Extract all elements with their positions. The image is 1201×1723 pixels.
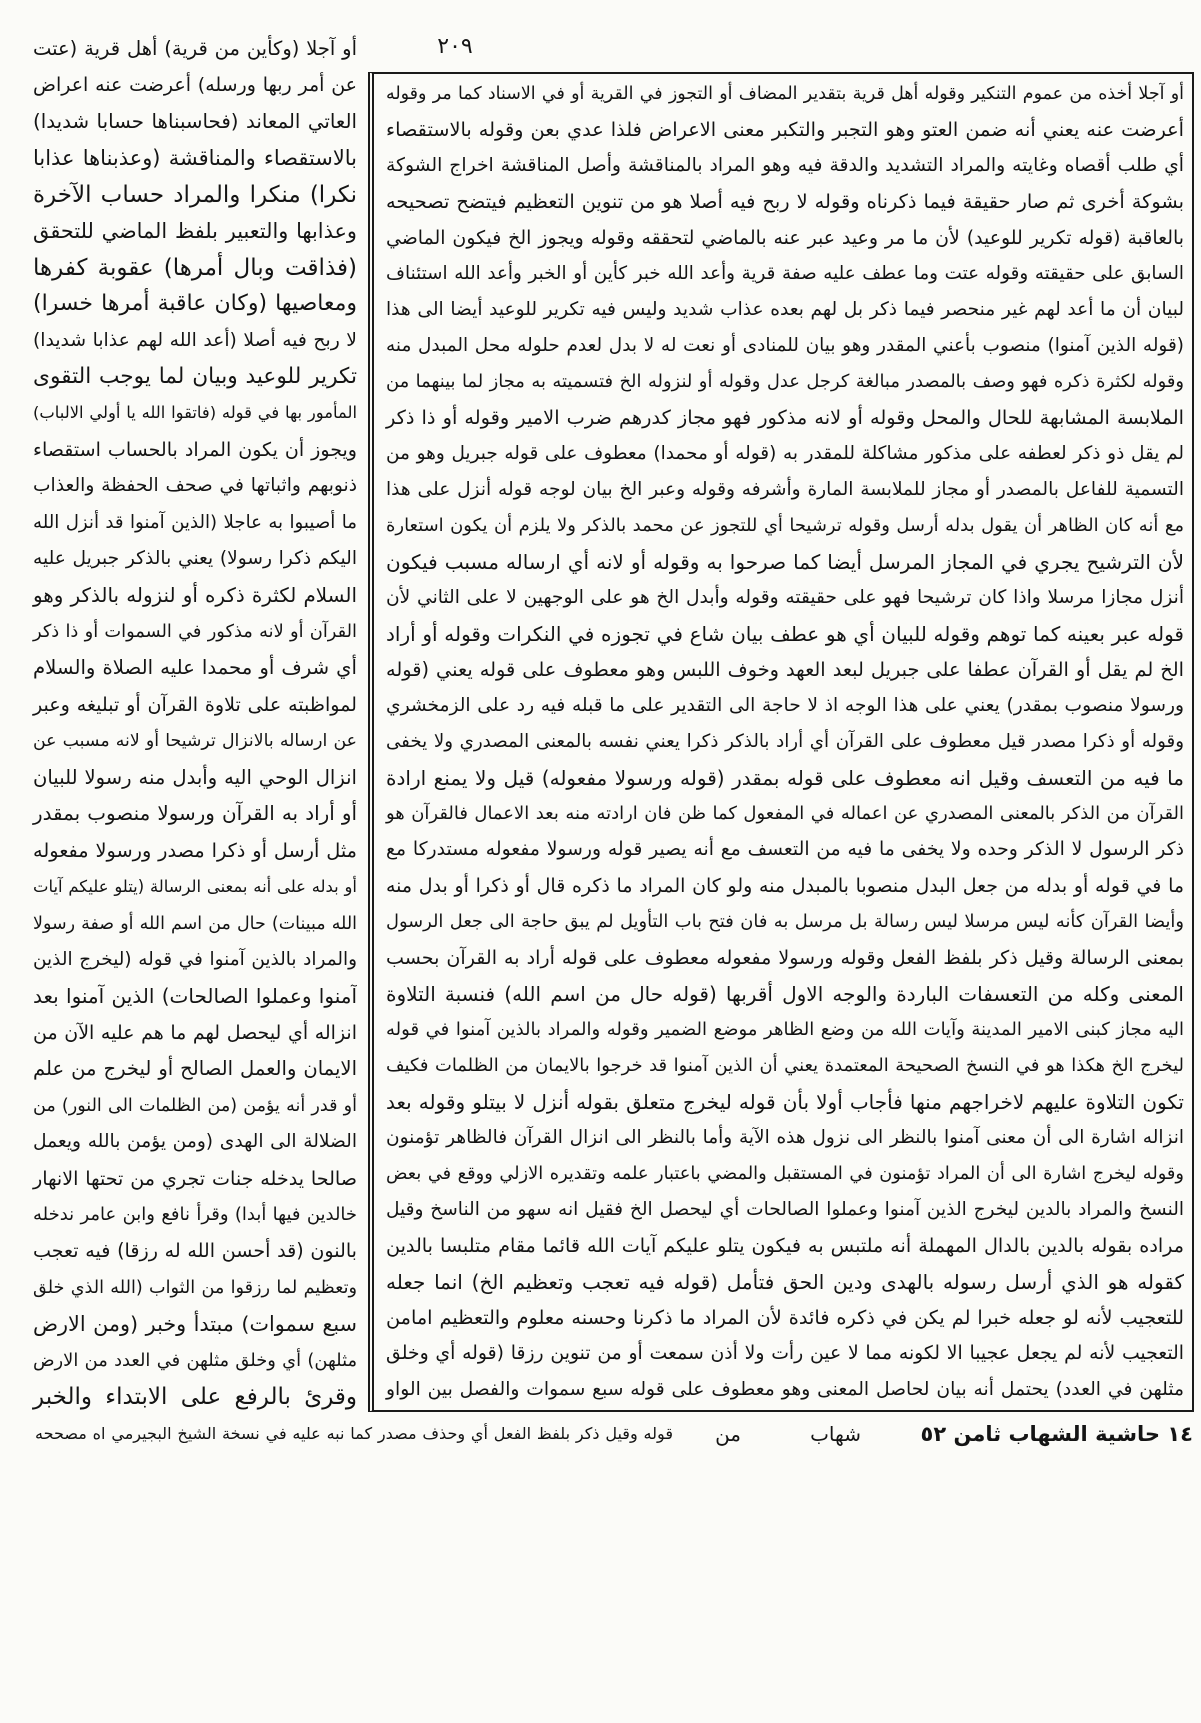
commentary-line: المعنى وكله من التعسفات الباردة والوجه الاول أقربها (قوله حال من اسم الله) فنسبة التلاوة xyxy=(386,982,1184,1006)
commentary-line: أي طلب أقصاه وغايته والمراد التشديد والدقة فيه وهو المراد بالمناقشة وأصل المناقشة اخراج الشوكة xyxy=(386,155,1184,176)
margin-line: السلام لكثرة ذكره أو لنزوله بالذكر وهو xyxy=(33,583,357,607)
commentary-line: الملابسة المشابهة للحال والمحل وقوله أو لانه مذكور فهو مجاز كدرهم ضرب الامير وقوله أو ذا ذكر xyxy=(386,406,1184,429)
commentary-line: للتعجيب لأنه لو جعله خبرا لم يكن في ذكره فائدة لأن المراد ما ذكرنا وحسنه معلوم والتعظيم امامن xyxy=(386,1306,1184,1329)
margin-line: آمنوا وعملوا الصالحات) الذين آمنوا بعد xyxy=(33,984,357,1009)
margin-line: سبع سموات) مبتدأ وخبر (ومن الارض xyxy=(33,1312,357,1337)
margin-line: مثل أرسل أو ذكرا مصدر ورسولا مفعوله xyxy=(33,838,357,862)
margin-line: وعذابها والتعبير بلفظ الماضي للتحقق xyxy=(33,219,357,244)
commentary-line: انزاله اشارة الى أن معنى آمنوا بالنظر الى نزول هذه الآية وأما بالنظر الى انزال القرآن فالظاهر تؤمنون xyxy=(386,1127,1184,1148)
margin-line: الايمان والعمل الصالح أو ليخرج من علم xyxy=(33,1057,357,1081)
commentary-line: وقوله أو ذكرا مصدر قيل معطوف على القرآن أي أراد بالذكر ذكرا يعني نفسه بالمعنى المصدري ولا يخفى xyxy=(386,731,1184,752)
commentary-line: أنزل مجازا مرسلا واذا كان ترشيحا فهو على حقيقته وقوله وأبدل الخ هو على الوجهين لا على الثاني لأن xyxy=(386,587,1184,608)
commentary-line: التعجيب لأنه لم يجعل عجيبا الا لكونه مما لا عين رأت ولا أذن سمعت أو من تنوين رزقا (قوله أي وخلق xyxy=(386,1343,1184,1364)
page-footer xyxy=(0,1418,1201,1452)
commentary-line: أو آجلا أخذه من عموم التنكير وقوله أهل قرية بتقدير المضاف أو التجوز في القرية أو في الاسناد كما مر وقوله xyxy=(386,84,1184,104)
margin-line: أو أراد به القرآن ورسولا منصوب بمقدر xyxy=(33,802,357,826)
commentary-line: لبيان أن ما أعد لهم غير منحصر فيما ذكر بل لهم بعده عذاب شديد وليس فيه تكرير للوعيد أيضا الى هذا xyxy=(386,299,1184,320)
margin-line: الضلالة الى الهدى (ومن يؤمن بالله ويعمل xyxy=(33,1131,357,1153)
margin-line: لا ربح فيه أصلا (أعد الله لهم عذابا شديدا) xyxy=(33,329,357,351)
commentary-line: السابق على حقيقته وقوله عتت وما عطف عليه صفة قرية وأعد الله خبر كأين أو الخبر وأعد الله استئناف xyxy=(386,263,1184,284)
commentary-line: مع أنه كان الظاهر أن يقول بدله أرسل وقوله ترشيحا أي للتجوز عن محمد بالذكر ولا يلزم أن يكون استعارة xyxy=(386,515,1184,536)
commentary-line: وقوله لكثرة ذكره فهو وصف بالمصدر مبالغة كرجل عدل وقوله أو لنزوله الخ فتسميته به مجاز لما بينهما من xyxy=(386,371,1184,392)
commentary-line: وأيضا القرآن كأنه ليس مرسلا ليس رسالة بل مرسل به فان فتح باب التأويل لم يبق حاجة الى جعل الرسول xyxy=(386,911,1184,932)
margin-line: وتعظيم لما رزقوا من الثواب (الله الذي خلق xyxy=(33,1277,357,1298)
margin-line: أي شرف أو محمدا عليه الصلاة والسلام xyxy=(33,656,357,680)
commentary-line: القرآن من الذكر بالمعنى المصدري عن اعماله في المفعول كما ظن فان ارادته منه بعد الاعمال فالقرآن هو xyxy=(386,803,1184,824)
commentary-line: تكون التلاوة عليهم لاخراجهم منها فأجاب أولا بأن قوله ليخرج متعلق بقوله أنزل لا بيتلو وقوله بعد xyxy=(386,1090,1184,1114)
margin-line: ومعاصيها (وكان عاقبة أمرها خسرا) xyxy=(33,291,357,317)
footer-catchword: شهاب xyxy=(810,1422,861,1446)
margin-line: لمواظبته على تلاوة القرآن أو تبليغه وعبر xyxy=(33,693,357,716)
commentary-line: وقوله ليخرج اشارة الى أن المراد تؤمنون في المستقبل والمضي باعتبار علمه وتقديره الازلي ووقع في بعض xyxy=(386,1164,1184,1184)
commentary-line: بمعنى الرسالة وقيل ذكر بلفظ الفعل وقوله ورسولا مفعوله معطوف على قوله أراد به القرآن بحسب xyxy=(386,947,1184,969)
commentary-line: مثلهن في العدد) يحتمل أنه بيان لحاصل المعنى وهو معطوف على قوله سبع سموات والفصل بين الواو xyxy=(386,1379,1184,1400)
commentary-line: بالعاقبة (قوله تكرير للوعيد) لأن ما مر وعيد عبر عنه بالماضي لتحققه وقوله ويجوز الخ فيكون الماضي xyxy=(386,227,1184,249)
margin-line: والمراد بالذين آمنوا في قوله (ليخرج الذين xyxy=(33,948,357,970)
footer-catchword: من xyxy=(715,1422,741,1446)
margin-line: العاتي المعاند (فحاسبناها حسابا شديدا) xyxy=(33,109,357,133)
margin-line: القرآن أو لانه مذكور في السموات أو ذا ذكر xyxy=(33,621,357,642)
commentary-line: التسمية للفاعل بالمصدر أو مجاز للملابسة المارة وأشرفه وقوله وعبر الخ بيان لوجه قوله أنزل على هذا xyxy=(386,479,1184,500)
margin-line: أو قدر أنه يؤمن (من الظلمات الى النور) من xyxy=(33,1095,357,1116)
commentary-line: قوله عبر بعينه كما توهم وقوله للبيان أي هو عطف بيان شاع في تجوزه في النكرات وقوله أو أراد xyxy=(386,622,1184,646)
commentary-line: ما فيه من التعسف وقيل انه معطوف على قوله بمقدر (قوله ورسولا مفعوله) قيل ولا يمنع ارادة xyxy=(386,766,1184,790)
margin-line: انزال الوحي اليه وأبدل منه رسولا للبيان xyxy=(33,765,357,789)
margin-line: عن أمر ربها ورسله) أعرضت عنه اعراض xyxy=(33,74,357,97)
commentary-line: الخ لم يقل أو القرآن عطفا على جبريل لبعد العهد وخوف اللبس وهو معطوف على قوله يعني (قوله xyxy=(386,658,1184,681)
commentary-line: مراده بقوله بالدين بالدال المهملة أنه ملتبس به فيكون يتلو عليكم آيات الله قائما مقام متلبسا بالدين xyxy=(386,1234,1184,1257)
margin-line: ذنوبهم واثباتها في صحف الحفظة والعذاب xyxy=(33,475,357,497)
margin-line: (فذاقت وبال أمرها) عقوبة كفرها xyxy=(33,254,357,281)
margin-line: صالحا يدخله جنات تجري من تحتها الانهار xyxy=(33,1166,357,1190)
margin-column xyxy=(31,31,357,1416)
commentary-line: بشوكة أخرى ثم صار حقيقة فيما ذكرناه وقوله لا ربح فيه أصلا هو من تنوين التعظيم فيتضح تصحيحه xyxy=(386,190,1184,213)
commentary-line: كقوله هو الذي أرسل رسوله بالهدى ودين الحق فتأمل (قوله فيه تعجب وتعظيم الخ) انما جعله xyxy=(386,1270,1184,1294)
margin-line: خالدين فيها أبدا) وقرأ نافع وابن عامر ندخله xyxy=(33,1204,357,1225)
margin-line: مثلهن) أي وخلق مثلهن في العدد من الارض xyxy=(33,1349,357,1371)
commentary-line: ليخرج الخ هكذا هو في النسخ الصحيحة المعتمدة يعني أن الذين آمنوا قد خرجوا بالايمان من الظلمات فكيف xyxy=(386,1055,1184,1076)
commentary-line: ذكر الرسول لا الذكر وحده ولا يخفى ما فيه من التعسف مع أنه يصير قوله ورسولا مفعوله مستدركا مع xyxy=(386,839,1184,860)
margin-line: وقرئ بالرفع على الابتداء والخبر xyxy=(33,1384,357,1411)
commentary-line: اليه مجاز كبنى الامير المدينة وآيات الله من وضع الظاهر موضع الضمير وقوله والمراد بالذين آمنوا في قوله xyxy=(386,1019,1184,1040)
commentary-column xyxy=(384,76,1184,1408)
margin-line: بالاستقصاء والمناقشة (وعذبناها عذابا xyxy=(33,146,357,171)
commentary-line: النسخ والمراد بالدين ليخرج الذين آمنوا وعملوا الصالحات أي ليحصل الخ فقيل انه سهو من الناسخ وقيل xyxy=(386,1199,1184,1220)
commentary-line: لم يقل ذو ذكر لعطفه على مذكور مشاكلة للمقدر به (قوله أو محمدا) معطوف على قوله جبريل وهو من xyxy=(386,443,1184,464)
margin-line: انزاله أي ليحصل لهم ما هم عليه الآن من xyxy=(33,1021,357,1044)
footer-signature: ١٤ حاشية الشهاب ثامن ٥٢ xyxy=(920,1422,1193,1446)
margin-line: نكرا) منكرا والمراد حساب الآخرة xyxy=(33,181,357,208)
margin-line: أو آجلا (وكأين من قرية) أهل قرية (عتت xyxy=(33,37,357,60)
margin-line: عن ارساله بالانزال ترشيحا أو لانه مسبب عن xyxy=(33,731,357,752)
margin-line: بالنون (قد أحسن الله له رزقا) فيه تعجب xyxy=(33,1240,357,1263)
commentary-line: لأن الترشيح يجري في المجاز المرسل أيضا كما صرحوا به وقوله أو لانه أي ارساله مسبب فيكون xyxy=(386,550,1184,574)
margin-line: ويجوز أن يكون المراد بالحساب استقصاء xyxy=(33,438,357,461)
commentary-line: ورسولا منصوب بمقدر) يعني على هذا الوجه اذ لا حاجة الى التقدير على ما قبله فيه رد على الزمخشري xyxy=(386,695,1184,716)
margin-line: أو بدله على أنه بمعنى الرسالة (يتلو عليكم آيات xyxy=(33,877,357,897)
margin-line: ما أصيبوا به عاجلا (الذين آمنوا قد أنزل الله xyxy=(33,511,357,533)
margin-line: اليكم ذكرا رسولا) يعني بالذكر جبريل عليه xyxy=(33,548,357,570)
commentary-line: ما في قوله أو بدله من جعل البدل منصوبا بالمبدل منه ولو كان المراد ما ذكره قال أو ذكرا أو بدل منه xyxy=(386,875,1184,897)
margin-line: المأمور بها في قوله (فاتقوا الله يا أولي الالباب) xyxy=(33,403,357,423)
margin-line: تكرير للوعيد وبيان لما يوجب التقوى xyxy=(33,363,357,389)
page-number: ٢٠٩ xyxy=(437,34,473,59)
commentary-line: (قوله الذين آمنوا) منصوب بأعني المقدر وهو بيان للمنادى أو نعت له لا بدل لعدم حلوله محل المبدل منه xyxy=(386,335,1184,356)
commentary-line: أعرضت عنه يعني أنه ضمن العتو وهو التجبر والتكبر معنى الاعراض فلذا عدي بعن وقوله بالاستقصاء xyxy=(386,118,1184,141)
footer-note: قوله وقيل ذكر بلفظ الفعل أي وحذف مصدر كما نبه عليه في نسخة الشيخ البجيرمي اه مصححه xyxy=(35,1424,673,1443)
margin-line: الله مبينات) حال من اسم الله أو صفة رسولا xyxy=(33,913,357,934)
